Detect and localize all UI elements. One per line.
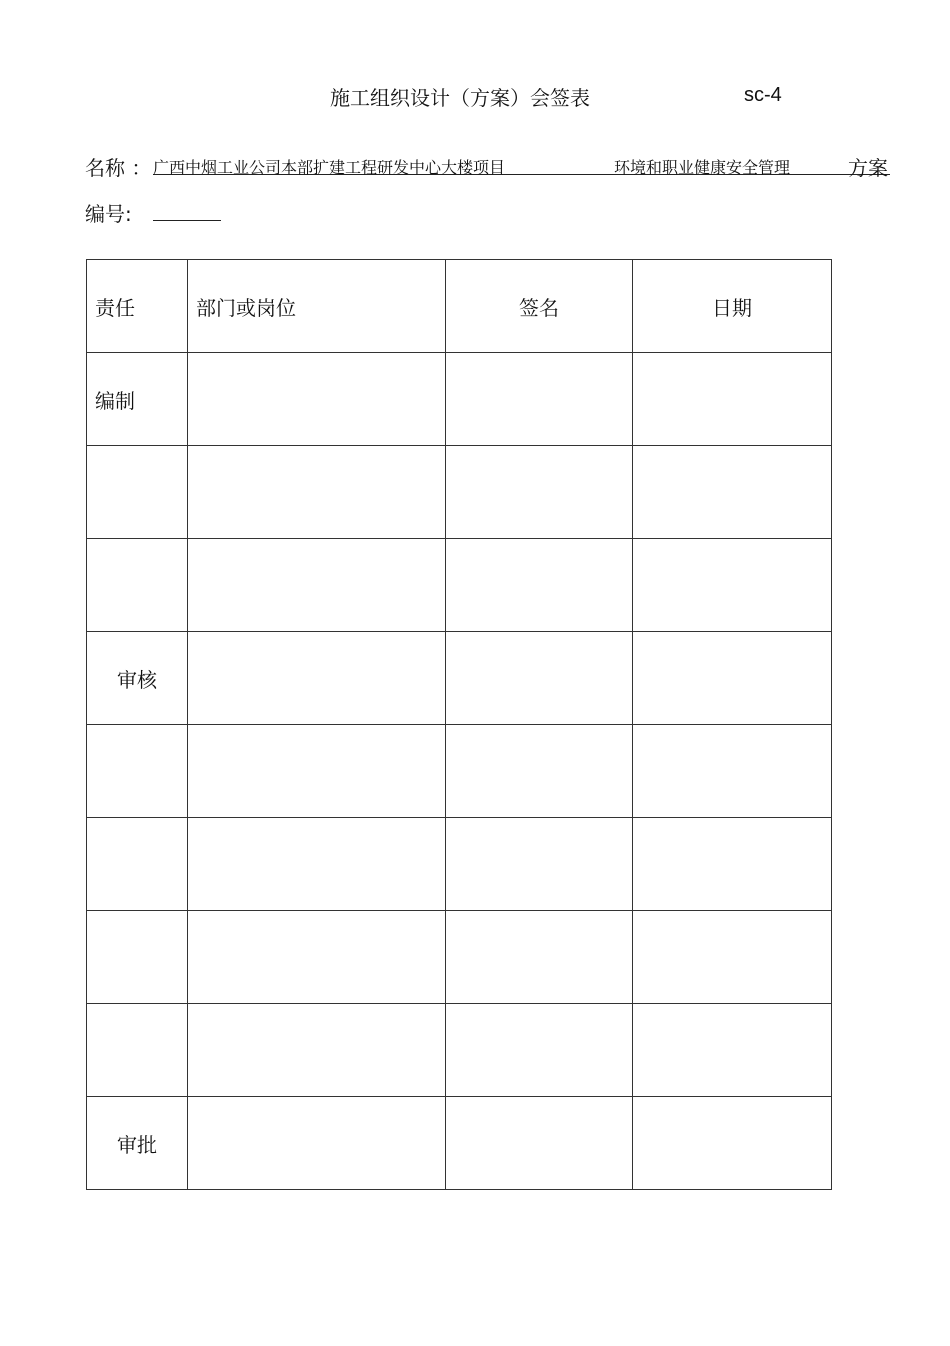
signature-cell[interactable]: [446, 1097, 633, 1190]
role-cell: [87, 818, 188, 911]
table-row: [87, 818, 832, 911]
date-cell[interactable]: [633, 446, 832, 539]
role-cell: [87, 725, 188, 818]
department-cell[interactable]: [188, 1004, 446, 1097]
signature-cell[interactable]: [446, 353, 633, 446]
header-date: 日期: [633, 260, 832, 353]
number-label: 编号:: [85, 202, 132, 226]
name-field[interactable]: [153, 150, 890, 180]
signature-cell[interactable]: [446, 911, 633, 1004]
table-row: [87, 353, 832, 446]
signature-cell[interactable]: [446, 1004, 633, 1097]
table-row: [87, 539, 832, 632]
table-row: [87, 1097, 832, 1190]
form-title: 施工组织设计（方案）会签表: [330, 86, 590, 110]
date-cell[interactable]: [633, 1004, 832, 1097]
department-cell[interactable]: [188, 353, 446, 446]
header-department: 部门或岗位: [188, 260, 446, 353]
table-header-row: [87, 260, 832, 353]
number-field[interactable]: [153, 220, 221, 221]
name-label: 名称 ：: [85, 156, 152, 180]
role-cell: [87, 446, 188, 539]
date-cell[interactable]: [633, 353, 832, 446]
signature-cell[interactable]: [446, 539, 633, 632]
role-cell: 编制: [87, 353, 188, 446]
department-cell[interactable]: [188, 818, 446, 911]
department-cell[interactable]: [188, 539, 446, 632]
signature-cell[interactable]: [446, 725, 633, 818]
date-cell[interactable]: [633, 632, 832, 725]
header-signature: 签名: [446, 260, 633, 353]
table-row: [87, 725, 832, 818]
signature-cell[interactable]: [446, 632, 633, 725]
date-cell[interactable]: [633, 818, 832, 911]
form-code: sc-4: [744, 84, 782, 106]
table-row: [87, 911, 832, 1004]
name-row: [85, 150, 890, 178]
plan-suffix: 方案: [848, 156, 888, 180]
signature-cell[interactable]: [446, 818, 633, 911]
signoff-table: [86, 259, 832, 1190]
role-cell: 审批: [87, 1097, 188, 1190]
department-cell[interactable]: [188, 446, 446, 539]
role-cell: 审核: [87, 632, 188, 725]
role-cell: [87, 539, 188, 632]
date-cell[interactable]: [633, 725, 832, 818]
department-cell[interactable]: [188, 1097, 446, 1190]
project-name: 广西中烟工业公司本部扩建工程研发中心大楼项目: [153, 158, 506, 177]
role-cell: [87, 911, 188, 1004]
date-cell[interactable]: [633, 1097, 832, 1190]
table-row: [87, 446, 832, 539]
department-cell[interactable]: [188, 911, 446, 1004]
table-row: [87, 1004, 832, 1097]
signature-cell[interactable]: [446, 446, 633, 539]
date-cell[interactable]: [633, 539, 832, 632]
department-cell[interactable]: [188, 725, 446, 818]
role-cell: [87, 1004, 188, 1097]
header-responsibility: 责任: [87, 260, 188, 353]
date-cell[interactable]: [633, 911, 832, 1004]
department-cell[interactable]: [188, 632, 446, 725]
table-row: [87, 632, 832, 725]
plan-subject: 环境和职业健康安全管理: [614, 158, 791, 177]
